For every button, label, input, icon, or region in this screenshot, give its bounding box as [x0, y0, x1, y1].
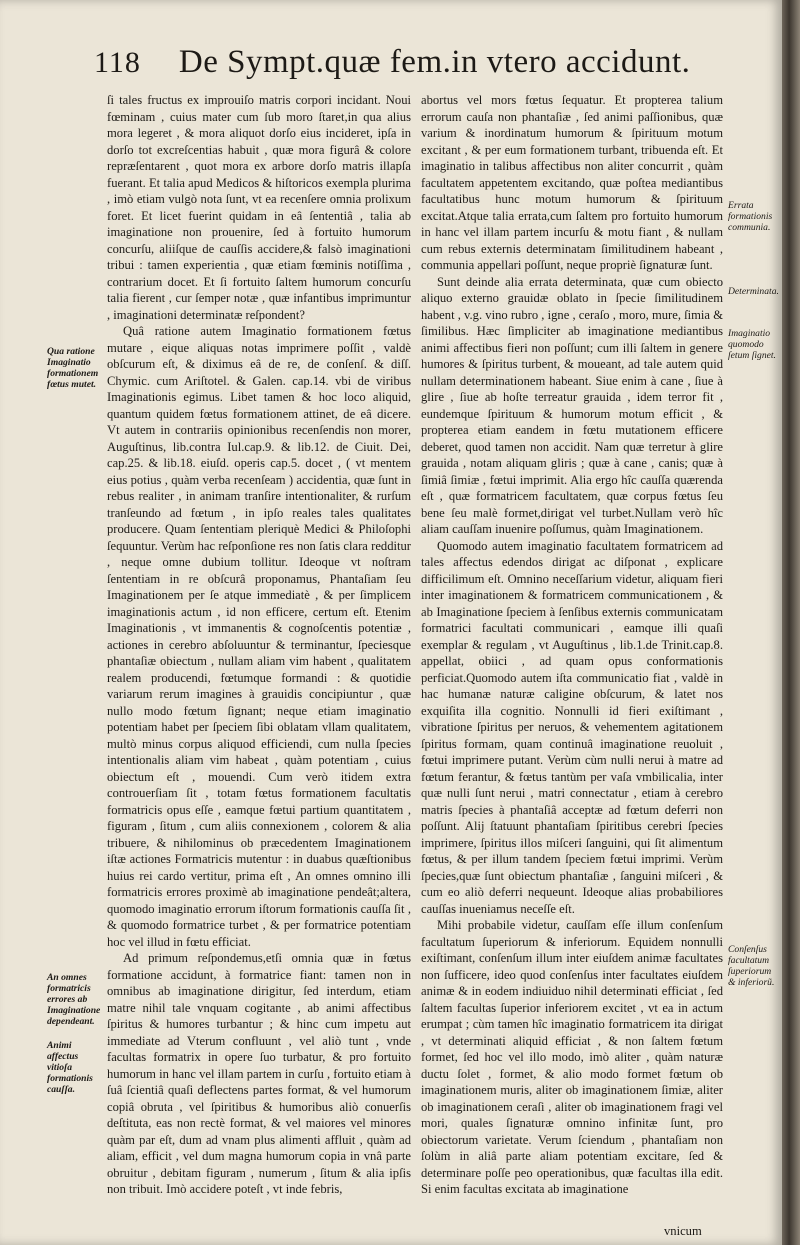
page-number: 118: [94, 46, 141, 79]
paragraph: Quomodo autem imaginatio facultatem formatricem ad tales affectus edendos dirigat ac diſponat , explicare difficilimum eſt. Omnino neceſſarium videtur, aliquam fieri inter imaginationem & formatricem communicationem , & ab Imaginatione ſpeciem à ſenſibus externis communicatam formatrici facultati communicari , eamque illi quaſi exemplar & regulam , vt Auguſtinus , lib.1.de Trinit.cap.8. appellat, obiici , ad quam opus conformationis perficiat.Quomodo autem iſta communicatio fiat , valdè in hac humanæ naturæ caligine obſcurum, & latet nos exquiſita illa cognitio. Nonnulli id fieri exiſtimant , vibratione ſpiritus per neruos, & vehementem agitationem ſpiritus formam, quam continuâ imaginatione reuoluit , fœtui imprimere putant. Verùm cùm nulli nerui à matre ad fœtum ferantur, & fœtus tantùm per vaſa vmbilicalia, inter quæ nulli ſunt nerui , matri connectatur , etiam à cerebro matris ſpecies à phantaſiâ acceptæ ad fœtum deferri non poſſunt. Alij ſtatuunt phantaſiam ſpiritibus cerebri ſpecies imprimere, ſpiritus illos miſceri ſanguini, qui ſit alimentum fœtus, & per illum tandem ſpeciem fœtui imprimi. Verùm ſpecies,quæ ſunt obiectum phantaſiæ , ſanguini miſceri , & cum eo aliò deferri nequeunt. Ideoque alias probabiliores cauſſas inueniamus neceſſe eſt.: [421, 538, 723, 916]
margin-note: Imaginatio quomodo ſetum ſignet.: [728, 328, 776, 361]
running-title: De Sympt.quæ fem.in vtero accidunt.: [178, 44, 691, 80]
paragraph: abortus vel mors fœtus ſequatur. Et propterea talium errorum cauſa non phantaſiæ , ſed animi paſſionibus, quæ varium & inordinatum humorum & ſpirituum motum excitant , & per eum formationem turbant, tribuenda eſt. Et imaginatio in talibus affectibus non aliter concurrit , quàm facultatem appetentem excitando, quæ poſtea mediantibus facultatibus hunc motum humorum & ſpirituum excitat.Atque talia errata,cum ſaltem pro fortuito humorum in hanc vel illam partem incurſu & motu fiant , & nullam cum rebus externis determinatam ſimilitudinem habeant , communia appellari poſſunt, neque propriè ſignaturæ ſunt.: [421, 93, 723, 272]
paragraph: ſi tales fructus ex improuiſo matris corpori incidant. Noui fœminam , cuius mater cum ſub moro ſtaret,in qua alius mora legeret , & mora aliquot dorſo eius incideret, ipſa in dorſo tot excreſcentias habuit , quæ mora figurâ & colore repræſentarent , quot mora ex arbore dorſo matris illapſa fuerant. Et talia apud Medicos & hiſtoricos exempla plurima , imò etiam vulgò nota ſunt, vt ea recenſere omnia prolixum foret. Et licet fuerint quidam in eâ ſententiâ , talia ab imaginatione non prouenire, ſed à fortuito humorum concurſu, aliiſque de cauſſis accidere,& falsò imaginationi tribui : tamen experientia , quæ etiam fœminis notiſſima , contrarium docet. Et ſi fortuito ſaltem humorum concurſu talia fierent , cur ſemper notæ , quæ infantibus imprimuntur , imaginationi determinatæ reſpondent?: [107, 93, 411, 322]
right-text-column: [421, 92, 723, 1198]
binding-edge: [782, 0, 800, 1245]
margin-note: Animi affectus vitioſa formationis cauſſa.: [47, 1040, 93, 1095]
margin-note: Errata formationis communia.: [728, 200, 773, 233]
paragraph: Sunt deinde alia errata determinata, quæ cum obiecto aliquo externo grauidæ oblato in ſpecie ſimilitudinem habent , v.g. vino rubro , igne , ceraſo , moro, mure, ſimia & ſimilibus. Hæc ſimpliciter ab imaginatione mediantibus animi affectibus fieri non poſſunt; cum illi ſaltem in genere humores & ſpiritus turbent, & moueant, ad tale autem quid nullam determinationem habeant. Siue enim à cane , ſiue à glire , ſiue ab hoſte terreatur grauida , idem terror fit , eundemque ſpirituum & humorum motum efficit , & propterea etiam eandem in fœtu mutationem efficere deberet, quod tamen non accidit. Nam quæ terretur à glire grauida , notam aliquam gliris ; quæ à cane , canis; quæ à ſimiâ ſimiæ , fœtui imprimit. Alia ergo hîc cauſſa quærenda eſt , quæ formatricem facultatem, quæ corpus fœtus ſeu bene ſeu malè formet,dirigat vel turbet.Nullam verò hîc aliam cauſſam inuenire poſſumus, quàm Imaginationem.: [421, 274, 723, 536]
catchword: vnicum: [664, 1224, 702, 1238]
paragraph: Mihi probabile videtur, cauſſam eſſe illum conſenſum facultatum ſuperiorum & inferiorum. Equidem nonnulli exiſtimant, conſenſum illum inter eiuſdem animæ facultates non ſufficere, ideo quod conſenſus inter facultates eiuſdem animæ & in eodem indiuiduo nihil determinati efficiat , ſed ſaltem facultas ſuperior inferiorem excitet , vt ea in actum erumpat ; cùm tamen hîc imaginatio formatricem ita dirigat , vt determinati aliquid efficiat , & non ſaltem fœtum formet, ſed hoc vel illo modo, imò aliter , quàm naturæ ductu ſolet , formet, & alio modo formet fœtum ob imaginationem muris, aliter ob imaginationem ſimiæ, aliter ob imaginationem ceraſi , aliter ob imaginationem fragi vel mori, quales ſignaturæ omnino infinitæ ſunt, pro obiectorum varietate. Verum ſciendum , phantaſiam non ſolùm in aliâ parte aliam potentiam excitare, ſed & determinare poſſe peo operationibus, quæ facultas illa edit. Si enim facultas excitata ab imaginatione: [421, 918, 723, 1196]
paragraph: Ad primum reſpondemus,etſi omnia quæ in fœtus formatione accidunt, à formatrice fiant: tamen non in omnibus ab imaginatione dirigitur, ſed interdum, etiam matre nihil tale vnquam cogitante , ab animi affectibus ſpiritus & humores turbantur ; & hinc cum impetu aut immediate ad Vterum confluunt , vel aliò tunt , vnde facultas formatrix in opere ſuo turbatur, & pro fortuito humorum in hanc vel illam partem in curſu , fortuito etiam à ſuâ ſcientiâ quaſi deflectens partes format, & vel humorum copiâ obruta , vel ſpiritibus & humoribus aliò conuerſis deſtituta, eas non rectè format, & vel maiores vel minores quàm par eſt, dum ad vnam plus alimenti affluit , quàm ad aliam, efficit , vel dum magna humorum copia in vnâ parte obruitur , debitam figuram , numerum , ſitum & alia ipſis non tribuit. Imò accidere poteſt , vt inde febris,: [107, 951, 411, 1196]
left-text-column: [107, 92, 411, 1198]
page-header: [94, 44, 704, 88]
margin-note: Conſenſus facultatum ſuperiorum & inferiorũ.: [728, 944, 775, 988]
paragraph: Quâ ratione autem Imaginatio formationem fœtus mutare , eique aliquas notas imprimere poſſit , valdè obſcurum eſt, & diximus eâ de re, de conſenſ. & diſſ. Chymic. cum Ariſtotel. & Galen. cap.14. vbi de viribus Imaginationis egimus. Libet tamen & hoc loco aliquid, quantum quidem fœtus formationem attinet, de eâ dicere. Vt autem in contrariis opinionibus recenſendis non morer, Auguſtinus, lib.contra Iul.cap.9. & lib.12. de Ciuit. Dei, cap.25. & lib.18. eiuſd. operis cap.5. docet , ( vt mentem eius potius , quàm verba recenſeam ) accidentia, quæ ſunt in rebus realiter , in animam tranſire intentionaliter, & rurſum tranſeundo ad fœtum , in ipſo reales tales qualitates producere. Quam ſententiam pleriquè Medici & Philoſophi ſequuntur. Verùm hac reſponſione res non ſatis clara redditur , neque omne dubium tollitur. Ideoque vt noſtram ſententiam in re obſcurâ proponamus, Phantaſiam ſeu Imaginationem per ſe atque immediatè , & per ſimplicem imaginationis actum , id non efficere, certum eſt. Etenim Imaginationis , vt immanentis & cognoſcentis potentiæ , actiones in cerebro abſoluuntur & terminantur, ſpeciesque phantaſiæ obiectum , nullam aliam vim habent , qualitatem realem producendi, fœtumque formandi : & quotidie variarum rerum imagines à grauidis concipiuntur , quæ nullo modo fœtum ſignant; neque etiam imaginatio potentiam habet per ſpeciem ſibi oblatam vllam qualitatem, multò minus corpus aliquod efficiendi, cum nulla ſpecies intentionalis aliam vim habeat , quàm potentiam , cuius obiectum eſt , mouendi. Cum verò itidem extra controuerſiam ſit , totam fœtus formationem facultatis formatricis opus eſſe , eamque fœtui partium quantitatem , figuram , ſitum , cum aliis connexionem , colorem & alia tribuere, & nihilominus ob præcedentem Imaginationem iſtæ actiones Formatricis mutentur : in duabus quæſtionibus huius rei cardo vertitur, prima eſt , An omnes omnino illi formatricis errores proximè ab imaginatione pendeât;altera, quomodo imaginatio errorum iſtorum formationis cauſſa ſit , & quomodo formatrice turbet , & per formatrice potentiam hoc vel illud in fœtu efficiat.: [107, 324, 411, 949]
margin-note: Determinata.: [728, 286, 779, 297]
margin-note: An omnes formatricis errores ab Imaginatione dependeant.: [47, 972, 101, 1027]
margin-note: Qua ratione Imaginatio formationem fœtus mutet.: [47, 346, 99, 390]
